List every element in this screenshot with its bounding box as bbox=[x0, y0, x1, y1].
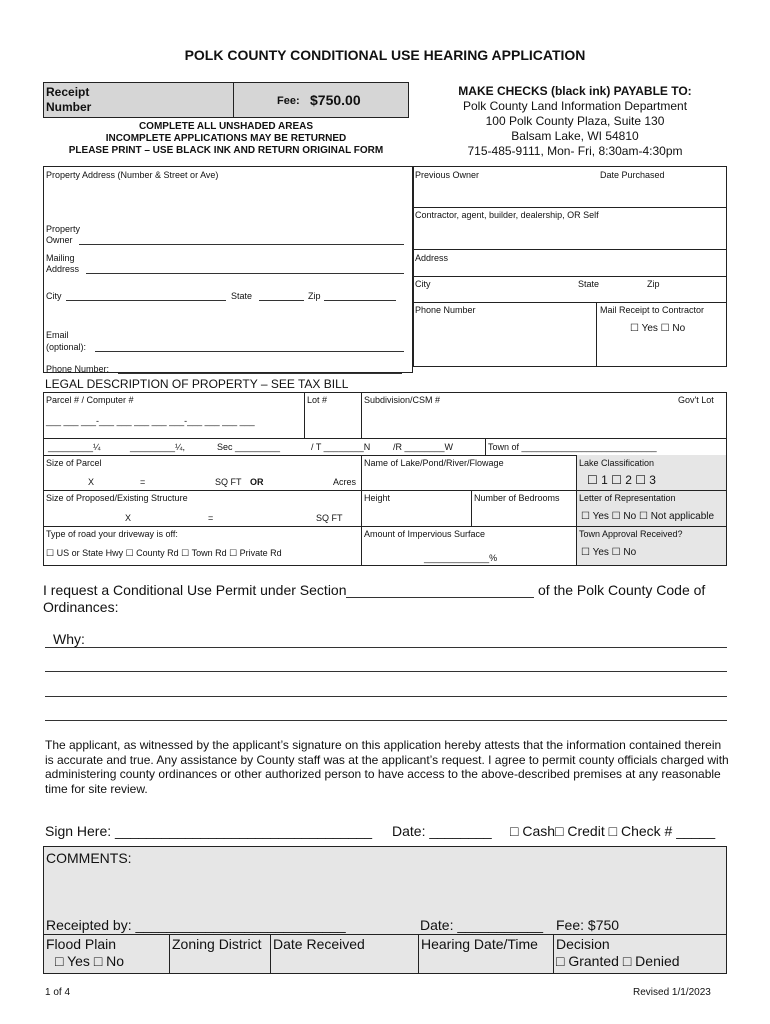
zip-field[interactable] bbox=[324, 300, 396, 301]
hearing-date-label: Hearing Date/Time bbox=[421, 936, 538, 952]
lake-class-checkboxes[interactable]: ☐ 1 ☐ 2 ☐ 3 bbox=[587, 473, 656, 487]
road-type-label: Type of road your driveway is off: bbox=[46, 529, 178, 539]
payable-line: Polk County Land Information Department bbox=[462, 99, 688, 113]
payable-line: 715-485-9111, Mon- Fri, 8:30am-4:30pm bbox=[467, 144, 683, 158]
why-label: Why: bbox=[53, 631, 85, 647]
signature-field[interactable]: Sign Here: _________________________________ bbox=[45, 823, 372, 839]
email-label: Email (optional): bbox=[46, 330, 87, 352]
receipt-number-box bbox=[43, 82, 234, 118]
why-line[interactable] bbox=[45, 647, 727, 648]
zoning-district-label: Zoning District bbox=[172, 936, 262, 952]
previous-owner-box bbox=[413, 166, 727, 367]
request-ordinances: Ordinances: bbox=[43, 599, 119, 615]
page-number: 1 of 4 bbox=[45, 987, 71, 998]
govt-lot-label: Gov't Lot bbox=[678, 395, 714, 405]
contractor-state-label: State bbox=[578, 279, 600, 289]
comments-label: COMMENTS: bbox=[46, 850, 132, 866]
instruction-line: COMPLETE ALL UNSHADED AREAS bbox=[138, 121, 314, 132]
revision-date: Revised 1/1/2023 bbox=[633, 987, 711, 998]
parcel-sqft: SQ FT bbox=[215, 477, 242, 487]
payable-line: 100 Polk County Plaza, Suite 130 bbox=[485, 114, 665, 128]
contractor-label: Contractor, agent, builder, dealership, OR Self bbox=[415, 210, 599, 220]
date-received-label: Date Received bbox=[273, 936, 365, 952]
page-title: POLK COUNTY CONDITIONAL USE HEARING APPLICATION bbox=[184, 47, 586, 63]
fee-label: Fee: bbox=[277, 95, 300, 107]
office-date-field: Date: ___________ bbox=[420, 917, 543, 933]
request-suffix: of the Polk County Code of bbox=[538, 582, 706, 598]
office-fee: Fee: $750 bbox=[556, 917, 620, 933]
date-purchased-label: Date Purchased bbox=[600, 170, 665, 180]
contractor-phone-label: Phone Number bbox=[415, 305, 476, 315]
town-approval-checkboxes[interactable]: ☐ Yes ☐ No bbox=[581, 547, 637, 558]
attestation-text: The applicant, as witnessed by the applicant’s signature on this application hereby attests that the information contained therein is accurate and true. Any assistance by County staff was at the applicant’s request. I agree to permit county officials charged with administering county ordinances or other authorized person to have access to the above-described premises at any reasonable time for site review. bbox=[45, 738, 729, 796]
instruction-line: INCOMPLETE APPLICATIONS MAY BE RETURNED bbox=[105, 133, 347, 144]
town-approval-label: Town Approval Received? bbox=[579, 529, 683, 539]
request-prefix: I request a Conditional Use Permit under Section bbox=[43, 582, 347, 598]
phone-field[interactable] bbox=[118, 373, 402, 374]
contractor-city-label: City bbox=[415, 279, 431, 289]
city-field[interactable] bbox=[66, 300, 226, 301]
flood-plain-label: Flood Plain bbox=[46, 936, 117, 952]
parcel-acres: Acres bbox=[333, 477, 357, 487]
contractor-zip-label: Zip bbox=[647, 279, 660, 289]
structure-x: X bbox=[125, 513, 132, 523]
instruction-line: PLEASE PRINT – USE BLACK INK AND RETURN ORIGINAL FORM bbox=[68, 145, 384, 156]
structure-sqft: SQ FT bbox=[316, 513, 343, 523]
parcel-equals: = bbox=[140, 477, 146, 487]
flood-plain-options: □ Yes □ No bbox=[55, 953, 125, 969]
road-type-checkboxes[interactable]: ☐ US or State Hwy ☐ County Rd ☐ Town Rd ☐ Private Rd bbox=[46, 548, 282, 558]
township-field[interactable]: / T ________N bbox=[311, 442, 371, 452]
parcel-label: Parcel # / Computer # bbox=[46, 395, 134, 405]
town-of-field[interactable]: Town of ___________________________ bbox=[488, 442, 657, 452]
height-label: Height bbox=[364, 493, 391, 503]
quarter-field[interactable]: _________¼, bbox=[130, 442, 186, 452]
why-line[interactable] bbox=[45, 671, 727, 672]
quarter-field[interactable]: _________¼ bbox=[48, 442, 101, 452]
bedrooms-label: Number of Bedrooms bbox=[474, 493, 560, 503]
receipt-number-label: Receipt Number bbox=[46, 85, 92, 114]
email-field[interactable] bbox=[95, 351, 404, 352]
fee-value: $750.00 bbox=[310, 92, 361, 108]
range-field[interactable]: /R ________W bbox=[393, 442, 454, 452]
parcel-x: X bbox=[88, 477, 95, 487]
structure-size-label: Size of Proposed/Existing Structure bbox=[46, 493, 188, 503]
fee-box bbox=[233, 82, 409, 118]
property-owner-field[interactable] bbox=[79, 244, 404, 245]
section-field[interactable]: Sec _________ bbox=[217, 442, 281, 452]
signature-date-field[interactable]: Date: ________ bbox=[392, 823, 492, 839]
state-field[interactable] bbox=[259, 300, 304, 301]
property-owner-label: Property Owner bbox=[46, 224, 81, 245]
why-line[interactable] bbox=[45, 720, 727, 721]
payable-line: Balsam Lake, WI 54810 bbox=[511, 129, 639, 143]
mailing-address-field[interactable] bbox=[86, 273, 404, 274]
zip-label: Zip bbox=[308, 291, 321, 301]
subdivision-label: Subdivision/CSM # bbox=[364, 395, 441, 405]
legal-description-heading: LEGAL DESCRIPTION OF PROPERTY – SEE TAX BILL bbox=[45, 377, 349, 391]
parcel-number-field[interactable]: ___ ___ ___-___ ___ ___ ___ ___-___ ___ ___ ___ bbox=[46, 416, 255, 426]
impervious-label: Amount of Impervious Surface bbox=[364, 529, 486, 539]
payable-heading: MAKE CHECKS (black ink) PAYABLE TO: bbox=[458, 84, 692, 98]
contractor-address-label: Address bbox=[415, 253, 449, 263]
phone-label: Phone Number: bbox=[46, 364, 110, 374]
property-address-label: Property Address (Number & Street or Ave) bbox=[46, 170, 219, 180]
structure-equals: = bbox=[208, 513, 214, 523]
lake-class-label: Lake Classification bbox=[579, 458, 655, 468]
mailing-address-label: Mailing Address bbox=[46, 253, 80, 274]
why-line[interactable] bbox=[45, 696, 727, 697]
impervious-field[interactable]: _____________% bbox=[424, 553, 498, 563]
letter-rep-checkboxes[interactable]: ☐ Yes ☐ No ☐ Not applicable bbox=[581, 511, 715, 522]
mail-receipt-label: Mail Receipt to Contractor bbox=[600, 305, 705, 315]
mail-receipt-checkboxes[interactable]: ☐ Yes ☐ No bbox=[630, 323, 686, 334]
receipted-by-field: Receipted by: ___________________________ bbox=[46, 917, 346, 933]
size-of-parcel-label: Size of Parcel bbox=[46, 458, 102, 468]
state-label: State bbox=[231, 291, 253, 301]
city-label: City bbox=[46, 291, 62, 301]
lot-label: Lot # bbox=[307, 395, 328, 405]
payment-method-options[interactable]: □ Cash□ Credit □ Check # _____ bbox=[510, 823, 716, 839]
section-number-field[interactable] bbox=[346, 597, 534, 598]
lake-name-label: Name of Lake/Pond/River/Flowage bbox=[364, 458, 504, 468]
previous-owner-label: Previous Owner bbox=[415, 170, 480, 180]
decision-label: Decision bbox=[556, 936, 610, 952]
decision-options: □ Granted □ Denied bbox=[556, 953, 680, 969]
parcel-or: OR bbox=[250, 477, 264, 487]
letter-rep-label: Letter of Representation bbox=[579, 493, 676, 503]
